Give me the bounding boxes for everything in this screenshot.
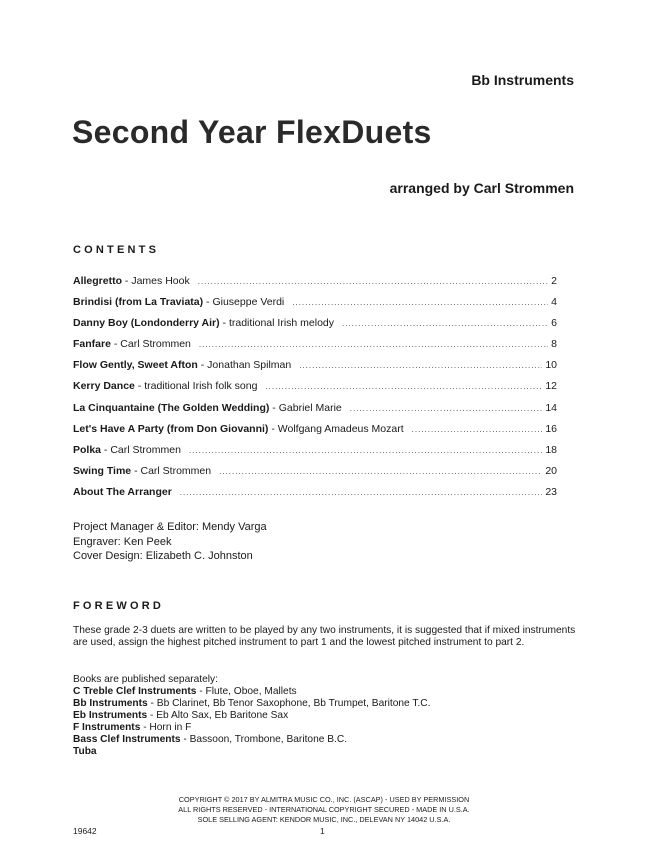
toc-entry [73,402,557,423]
book-name: C Treble Clef Instruments [73,686,197,697]
book-item [73,722,430,734]
catalog-number: 19642 [73,826,97,836]
copyright-notice [0,795,648,825]
toc-detail: - Giuseppe Verdi [203,296,285,309]
toc-entry [73,380,557,401]
production-credits [73,520,267,564]
toc-detail: - Gabriel Marie [269,401,342,414]
toc-entry [73,444,557,465]
toc-title: Flow Gently, Sweet Afton [73,359,198,372]
book-item [73,698,430,710]
page-title: Second Year FlexDuets [72,114,432,150]
toc-detail: - traditional Irish melody [219,317,335,330]
table-of-contents [73,275,557,507]
dot-leader [219,467,542,476]
book-detail: - Bassoon, Trombone, Baritone B.C. [180,734,348,745]
dot-leader [189,446,542,455]
toc-entry [73,359,557,380]
dot-leader [342,319,548,328]
book-name: Bb Instruments [73,698,148,709]
toc-title: Kerry Dance [73,380,135,393]
toc-title: Allegretto [73,275,123,287]
book-item [73,734,430,746]
dot-leader [299,361,542,370]
books-intro: Books are published separately: [73,674,218,685]
toc-page-number: 10 [545,359,557,372]
book-detail: - Horn in F [140,722,192,733]
page-number: 1 [320,826,325,836]
toc-page-number: 4 [551,296,557,309]
toc-page-number: 16 [545,422,557,435]
toc-title: La Cinquantaine (The Golden Wedding) [73,401,270,414]
toc-entry [73,486,557,507]
instrument-label: Bb Instruments [471,72,574,88]
toc-entry [73,296,557,317]
toc-page-number: 6 [551,317,557,330]
book-detail: - Bb Clarinet, Bb Tenor Saxophone, Bb Trumpet, Baritone T.C. [147,698,431,709]
toc-title: Polka [73,443,102,456]
copyright-line: SOLE SELLING AGENT: KENDOR MUSIC, INC., DELEVAN NY 14042 U.S.A. [197,815,451,824]
book-name: Eb Instruments [73,710,148,721]
cover-design-credit: Cover Design: Elizabeth C. Johnston [73,550,253,562]
dot-leader [265,382,542,391]
toc-detail: - Carl Strommen [131,464,212,477]
toc-page-number: 12 [545,380,557,393]
toc-title: Swing Time [73,464,132,477]
toc-detail: - traditional Irish folk song [134,380,258,393]
book-name: Tuba [73,746,97,757]
arranger-credit: arranged by Carl Strommen [389,180,574,196]
toc-detail: - Jonathan Spilman [197,359,292,372]
toc-entry [73,423,557,444]
toc-page-number: 23 [545,485,557,498]
toc-page-number: 8 [551,338,557,351]
book-detail: - Eb Alto Sax, Eb Baritone Sax [147,710,289,721]
project-manager-credit: Project Manager & Editor: Mendy Varga [73,521,267,533]
toc-title: Brindisi (from La Traviata) [73,296,204,309]
dot-leader [412,425,543,434]
copyright-line: COPYRIGHT © 2017 BY ALMITRA MUSIC CO., INC. (ASCAP) - USED BY PERMISSION [178,795,470,804]
toc-page-number: 20 [545,464,557,477]
dot-leader [292,298,548,307]
book-item [73,686,430,698]
toc-page-number: 2 [551,275,557,287]
contents-heading: CONTENTS [73,244,160,256]
dot-leader [198,277,548,286]
toc-detail: - Carl Strommen [110,338,191,351]
toc-page-number: 14 [545,401,557,414]
toc-title: Danny Boy (Londonderry Air) [73,317,220,330]
book-detail: - Flute, Oboe, Mallets [196,686,297,697]
book-item [73,710,430,722]
foreword-paragraph: These grade 2-3 duets are written to be played by any two instruments, it is suggested that if mixed instruments are used, assign the highest pitched instrument to part 1 and the lowest pitched instrument to part 2. [73,625,576,649]
book-item [73,746,430,758]
toc-title: Fanfare [73,338,111,351]
dot-leader [180,488,543,497]
toc-title: Let's Have A Party (from Don Giovanni) [73,422,269,435]
toc-detail: - Wolfgang Amadeus Mozart [268,422,404,435]
toc-detail: - Carl Strommen [101,443,181,456]
dot-leader [350,404,543,413]
toc-entry [73,275,557,296]
dot-leader [199,340,548,349]
toc-detail: - James Hook [122,275,190,287]
foreword-heading: FOREWORD [73,600,164,612]
toc-title: About The Arranger [73,485,172,498]
engraver-credit: Engraver: Ken Peek [73,535,172,548]
toc-page-number: 18 [545,443,557,456]
books-list [73,674,430,758]
copyright-line: ALL RIGHTS RESERVED - INTERNATIONAL COPYRIGHT SECURED - MADE IN U.S.A. [178,805,470,814]
book-name: Bass Clef Instruments [73,734,181,745]
toc-entry [73,465,557,486]
book-name: F Instruments [73,722,141,733]
toc-entry [73,317,557,338]
toc-entry [73,338,557,359]
